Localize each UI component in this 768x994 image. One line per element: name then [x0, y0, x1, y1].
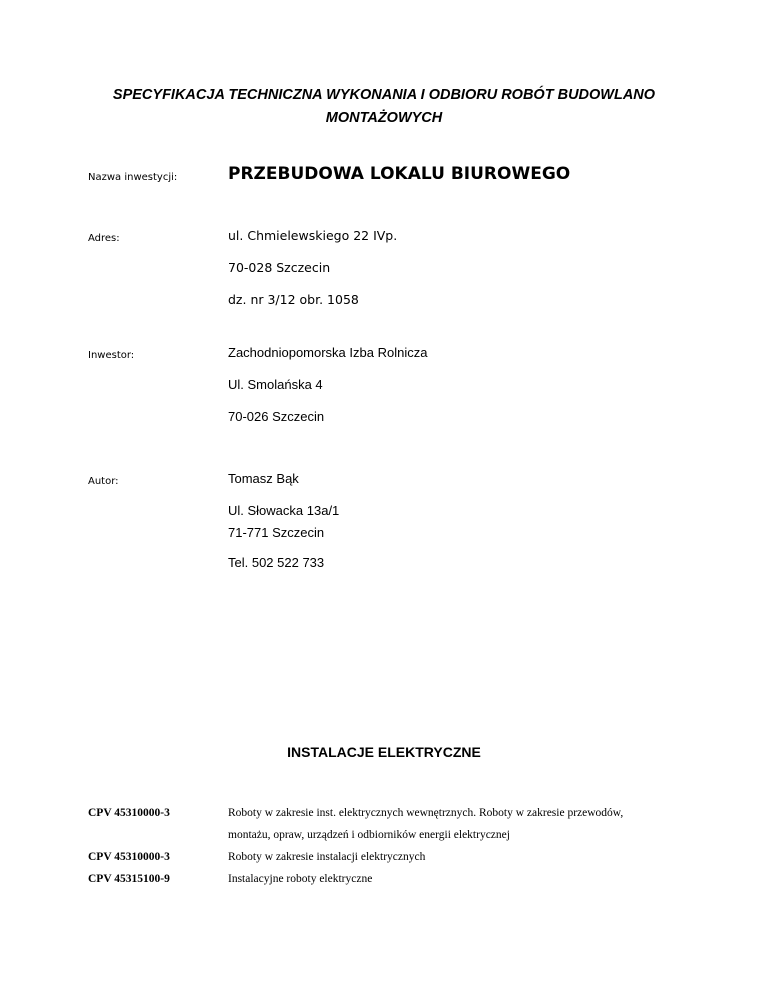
- cpv-code-3: CPV 45315100-9: [88, 873, 170, 885]
- cpv-desc-1-line-1: Roboty w zakresie inst. elektrycznych wewnętrznych. Roboty w zakresie przewodów,: [228, 807, 624, 819]
- investor-line-2: Ul. Smolańska 4: [228, 377, 323, 392]
- author-line-3: 71-771 Szczecin: [228, 525, 325, 540]
- cpv-code-2: CPV 45310000-3: [88, 851, 170, 863]
- address-label: Adres:: [88, 233, 120, 244]
- section-title: INSTALACJE ELEKTRYCZNE: [287, 744, 481, 760]
- address-line-2: 70-028 Szczecin: [228, 260, 331, 275]
- document-title-line-1: SPECYFIKACJA TECHNICZNA WYKONANIA I ODBIORU ROBÓT BUDOWLANO: [112, 87, 656, 103]
- address-line-3: dz. nr 3/12 obr. 1058: [228, 292, 359, 307]
- investor-line-1: Zachodniopomorska Izba Rolnicza: [228, 345, 428, 360]
- cpv-desc-1-line-2: montażu, opraw, urządzeń i odbiorników energii elektrycznej: [228, 829, 510, 841]
- author-label: Autor:: [88, 476, 119, 487]
- document-title-line-2: MONTAŻOWYCH: [325, 110, 443, 126]
- investment-name: PRZEBUDOWA LOKALU BIUROWEGO: [228, 164, 571, 184]
- cpv-desc-3: Instalacyjne roboty elektryczne: [228, 873, 373, 885]
- investor-line-3: 70-026 Szczecin: [228, 409, 325, 424]
- investment-label: Nazwa inwestycji:: [88, 172, 178, 183]
- address-line-1: ul. Chmielewskiego 22 IVp.: [228, 228, 398, 243]
- cpv-code-1: CPV 45310000-3: [88, 807, 170, 819]
- cpv-desc-2: Roboty w zakresie instalacji elektrycznych: [228, 851, 426, 863]
- author-line-2: Ul. Słowacka 13a/1: [228, 503, 340, 518]
- author-line-1: Tomasz Bąk: [228, 471, 299, 486]
- document-title: [60, 84, 708, 130]
- investor-label: Inwestor:: [88, 350, 135, 361]
- author-line-4: Tel. 502 522 733: [228, 555, 325, 570]
